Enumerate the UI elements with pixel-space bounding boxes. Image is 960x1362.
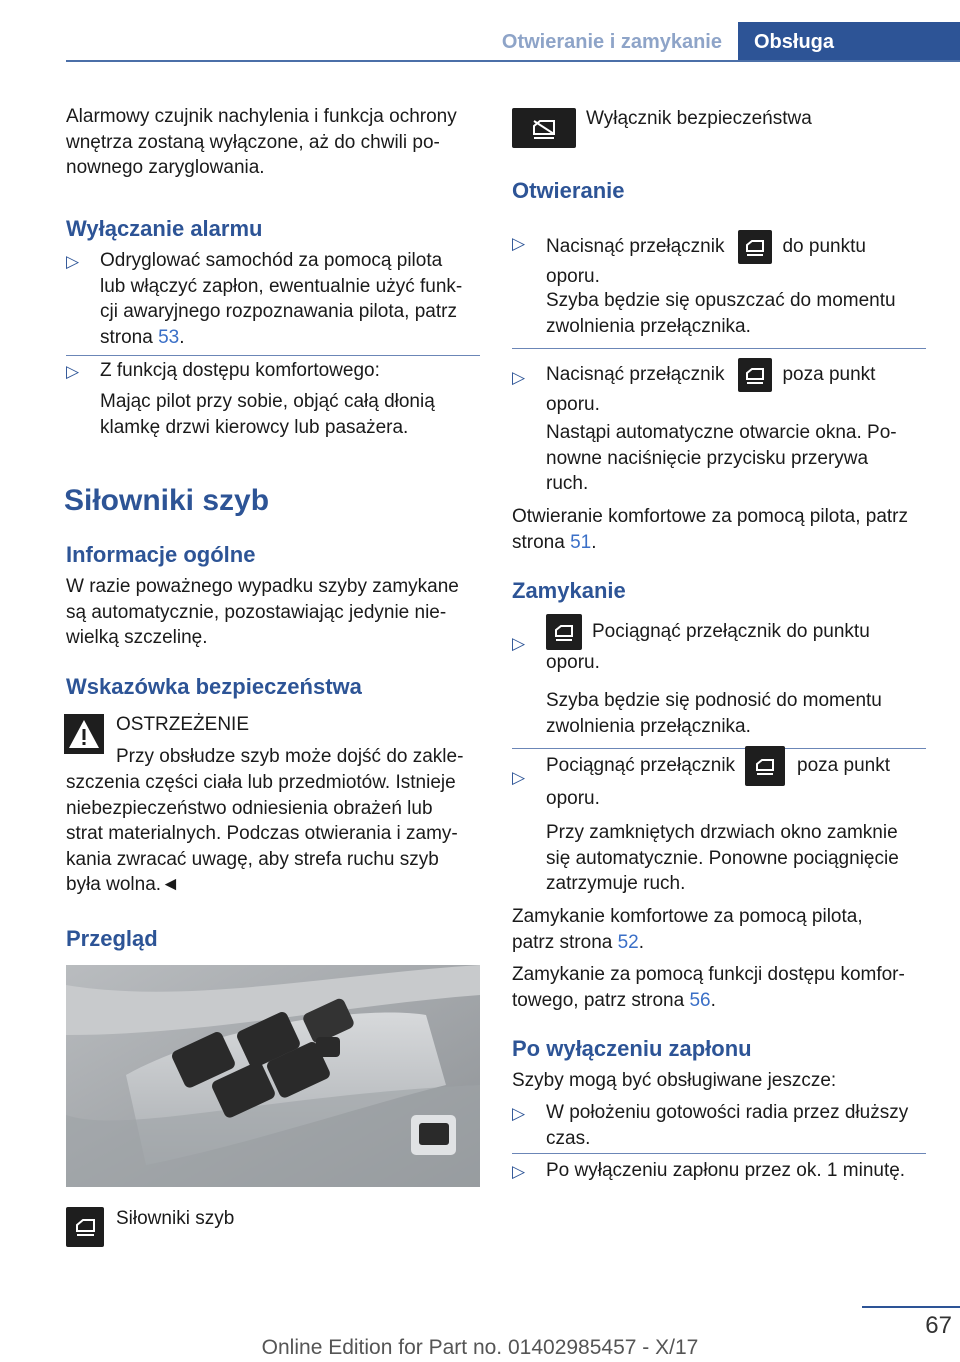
footer-edition: Online Edition for Part no. 01402985457 - X/17 [261,1336,699,1359]
page-number: 67 [925,1312,952,1339]
window-switch-icon [745,746,785,786]
item-text: poza punkt [782,364,876,386]
general-heading: Informacje ogólne [66,542,256,567]
warning-title: OSTRZEŻENIE [116,714,250,735]
ignition-item-1 [546,1100,908,1151]
item-line: się automatycznie. Ponowne pociągnięcie [546,847,899,869]
item-text: do punktu [782,236,866,258]
safety-switch-icon [512,108,576,148]
bullet-icon: ▷ [512,1162,526,1181]
close-item-1 [546,614,870,676]
item-line: Szyba będzie się opuszczać do momentu [546,290,896,311]
alarm-item-2-sub [100,389,435,440]
item-line: zatrzymuje ruch. [546,873,686,894]
item-line: oporu. [546,266,600,287]
comfort-access-paragraph [512,962,905,1013]
item-line: lub włączyć zapłon, ewentualnie użyć funk- [100,275,463,297]
close-heading: Zamykanie [512,578,626,603]
text-line: Otwieranie komfortowe za pomocą pilota, patrz [512,506,909,527]
item-line: ruch. [546,473,589,494]
bullet-icon: ▷ [512,234,526,253]
page-link-51[interactable]: 51 [570,531,592,553]
item-text: strona [100,326,159,348]
bullet-icon: ▷ [512,634,526,653]
warning-first-line: Przy obsłudze szyb może dojść do zakle- [116,746,464,767]
text-line [512,530,908,556]
item-line [546,746,890,786]
header-rule [66,60,960,62]
bullet-icon: ▷ [512,768,526,787]
safety-switch-label: Wyłącznik bezpieczeństwa [586,108,812,129]
item-text: Pociągnąć przełącznik do punktu [592,621,870,643]
open-item-2-sub [546,420,897,497]
window-switch-icon [738,358,772,392]
item-line: Mając pilot przy sobie, objąć całą dłonią [100,391,435,412]
intro-line: nownego zaryglowania. [66,157,265,178]
list-separator [512,1153,926,1154]
open-item-1 [546,230,866,290]
item-text: Pociągnąć przełącznik [546,755,736,777]
item-line: zwolnienia przełącznika. [546,315,751,337]
window-switch-icon [546,614,582,650]
photo-caption: Siłowniki szyb [116,1208,235,1229]
text-line [512,930,863,956]
text-line: są automatycznie, pozostawiając jedynie nie- [66,601,447,623]
page-link-52[interactable]: 52 [617,931,639,953]
list-separator [66,355,480,356]
text-line: niebezpieczeństwo odniesienia obrażeń lub [66,797,433,819]
item-text: . [179,326,185,348]
bullet-icon: ▷ [512,1104,526,1123]
item-line: W położeniu gotowości radia przez dłuższy [546,1102,909,1123]
ignition-item-2: Po wyłączeniu zapłonu przez ok. 1 minutę. [546,1160,906,1181]
item-line: Z funkcją dostępu komfortowego: [100,360,380,381]
overview-heading: Przegląd [66,926,158,951]
warning-triangle-icon [64,714,104,754]
comfort-open-paragraph [512,504,908,555]
text-line: Zamykanie komfortowe za pomocą pilota, [512,906,863,927]
intro-line: wnętrza zostaną wyłączone, aż do chwili po- [66,131,440,153]
main-heading: Siłowniki szyb [64,484,270,517]
intro-line: Alarmowy czujnik nachylenia i funkcja ochrony [66,106,457,127]
text-line: szczenia części ciała lub przedmiotów. Istnieje [66,772,456,793]
item-line: Nastąpi automatyczne otwarcie okna. Po- [546,422,897,443]
text: . [710,989,716,1011]
item-line: czas. [546,1127,591,1149]
alarm-off-heading: Wyłączanie alarmu [66,216,263,241]
close-item-1-sub [546,688,882,739]
page-link-53[interactable]: 53 [158,326,180,348]
item-text: Nacisnąć przełącznik [546,364,725,386]
item-text: Nacisnąć przełącznik [546,236,725,258]
item-line: nowne naciśnięcie przycisku przerywa [546,447,869,469]
item-line [546,230,866,264]
ignition-text: Szyby mogą być obsługiwane jeszcze: [512,1070,837,1091]
item-line: Szyba będzie się podnosić do momentu [546,690,882,711]
window-switch-icon [66,1207,104,1247]
ignition-heading: Po wyłączeniu zapłonu [512,1036,752,1061]
bullet-icon: ▷ [512,368,526,387]
alarm-item-2 [100,358,380,384]
item-line: klamkę drzwi kierowcy lub pasażera. [100,416,409,438]
header-section-title: Otwieranie i zamykanie [501,31,722,53]
text: . [591,531,597,553]
text-line: W razie poważnego wypadku szyby zamykane [66,576,459,597]
text: patrz strona [512,931,618,953]
warning-text [66,770,458,898]
item-line [546,358,875,392]
window-switch-icon [738,230,772,264]
comfort-close-paragraph [512,904,863,955]
item-line: Przy zamkniętych drzwiach okno zamknie [546,822,898,843]
text-line: strat materialnych. Podczas otwierania i zamy- [66,823,458,844]
text-line [512,988,905,1014]
text: . [638,931,645,953]
intro-paragraph [66,104,457,181]
item-line: oporu. [546,652,600,673]
open-item-2 [546,358,875,418]
bullet-icon: ▷ [66,362,80,381]
text: strona [512,531,571,553]
list-separator [512,348,926,349]
text-line: kania zwracać uwagę, aby strefa ruchu szyb [66,848,439,870]
item-line: oporu. [546,788,600,809]
general-paragraph [66,574,459,651]
item-line [546,614,870,650]
bullet-icon: ▷ [66,252,80,271]
header-tab: Obsługa [738,22,960,62]
open-item-1-sub [546,288,896,339]
item-line: oporu. [546,394,600,415]
item-line [100,325,462,351]
window-switch-photo [66,965,480,1187]
text-line: wielką szczelinę. [66,627,208,648]
text: towego, patrz strona [512,989,690,1011]
alarm-item-1 [100,248,462,350]
item-line: Odryglować samochód za pomocą pilota [100,250,443,271]
close-item-2 [546,746,890,812]
safety-heading: Wskazówka bezpieczeństwa [66,674,362,699]
close-item-2-sub [546,820,899,897]
page-link-56[interactable]: 56 [689,989,711,1011]
item-line: zwolnienia przełącznika. [546,715,751,737]
item-text: poza punkt [797,755,891,777]
item-line: cji awaryjnego rozpoznawania pilota, patrz [100,301,457,322]
text-line: była wolna.◄ [66,874,180,895]
open-heading: Otwieranie [512,178,625,203]
text-line: Zamykanie za pomocą funkcji dostępu komfor- [512,964,905,985]
page-number-rule [862,1306,960,1308]
